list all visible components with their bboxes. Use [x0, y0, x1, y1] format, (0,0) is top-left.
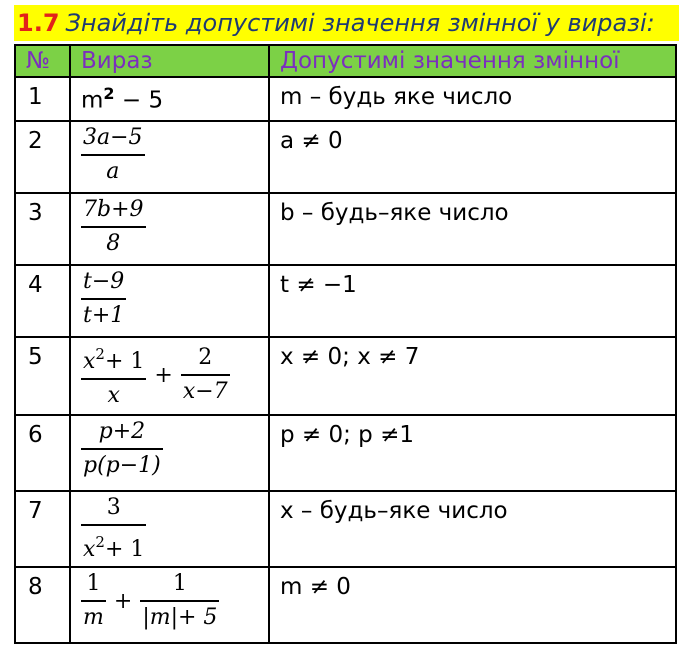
fraction-denominator: a: [106, 159, 120, 184]
expr-exponent: 2: [103, 84, 115, 103]
table-header-row: [15, 45, 676, 77]
expr-rest: − 5: [114, 87, 164, 114]
row-number: 3: [15, 193, 70, 265]
row-domain: m – будь яке число: [269, 77, 676, 121]
row-expression: [70, 193, 269, 265]
row-expression: [70, 121, 269, 193]
row-number: 2: [15, 121, 70, 193]
table-row: [15, 121, 676, 193]
exercise-title: [14, 5, 679, 41]
row-number: 5: [15, 337, 70, 415]
row-expression: [70, 77, 269, 121]
row-domain: a ≠ 0: [269, 121, 676, 193]
fraction: [181, 342, 230, 408]
row-domain: p ≠ 0; p ≠1: [269, 415, 676, 491]
fraction-numerator: 1: [172, 571, 187, 596]
row-number: 8: [15, 567, 70, 643]
plus-operator: +: [113, 588, 133, 614]
fraction: [81, 194, 146, 260]
fraction: [81, 568, 106, 634]
row-number: 7: [15, 491, 70, 567]
exercise-number: 1.7: [17, 9, 60, 37]
answer-table: [14, 44, 677, 644]
numerator-rest: + 1: [104, 349, 145, 374]
fraction-denominator: |m|+ 5: [142, 605, 218, 630]
header-number: №: [15, 45, 70, 77]
row-expression: [70, 567, 269, 643]
fraction-denominator: 8: [106, 231, 121, 256]
row-domain: t ≠ −1: [269, 265, 676, 337]
denominator-rest: + 1: [104, 537, 145, 562]
row-number: 4: [15, 265, 70, 337]
numerator-exponent: 2: [95, 345, 105, 363]
fraction: [81, 492, 146, 566]
fraction-denominator: x−7: [182, 379, 228, 404]
table-row: [15, 337, 676, 415]
row-expression: [70, 415, 269, 491]
fraction-numerator: 7b+9: [83, 197, 144, 222]
row-number: 1: [15, 77, 70, 121]
row-domain: x – будь–яке число: [269, 491, 676, 567]
expr-base: m: [81, 87, 104, 114]
plus-operator: +: [154, 362, 173, 388]
fraction-numerator: [81, 338, 146, 378]
row-domain: x ≠ 0; x ≠ 7: [269, 337, 676, 415]
header-expression: Вираз: [70, 45, 269, 77]
table-row: [15, 415, 676, 491]
fraction: [81, 122, 145, 188]
row-expression: [70, 491, 269, 567]
table-row: [15, 77, 676, 121]
fraction: [140, 568, 219, 634]
header-domain: Допустимі значення змінної: [269, 45, 676, 77]
table-row: [15, 193, 676, 265]
fraction-denominator: x: [107, 383, 120, 408]
fraction: [81, 266, 126, 332]
fraction-denominator: p(p−1): [83, 453, 161, 478]
fraction-numerator: 3a−5: [83, 125, 143, 150]
fraction-denominator: t+1: [83, 303, 125, 328]
exercise-instruction: Знайдіть допустимі значення змінної у виразі:: [65, 9, 655, 37]
table-row: [15, 567, 676, 643]
fraction: [81, 416, 163, 482]
row-number: 6: [15, 415, 70, 491]
fraction-denominator: m: [83, 605, 104, 630]
row-expression: [70, 337, 269, 415]
denominator-var: x: [83, 537, 96, 562]
table-row: [15, 265, 676, 337]
fraction-numerator: p+2: [98, 419, 146, 444]
row-expression: [70, 265, 269, 337]
fraction-numerator: 2: [198, 345, 213, 370]
fraction-numerator: t−9: [83, 269, 125, 294]
denominator-exponent: 2: [95, 533, 105, 551]
fraction-numerator: 3: [106, 495, 121, 520]
fraction: [81, 338, 146, 412]
numerator-var: x: [83, 349, 96, 374]
fraction-numerator: 1: [86, 571, 101, 596]
row-domain: m ≠ 0: [269, 567, 676, 643]
table-row: [15, 491, 676, 567]
fraction-denominator: [81, 526, 146, 566]
row-domain: b – будь–яке число: [269, 193, 676, 265]
